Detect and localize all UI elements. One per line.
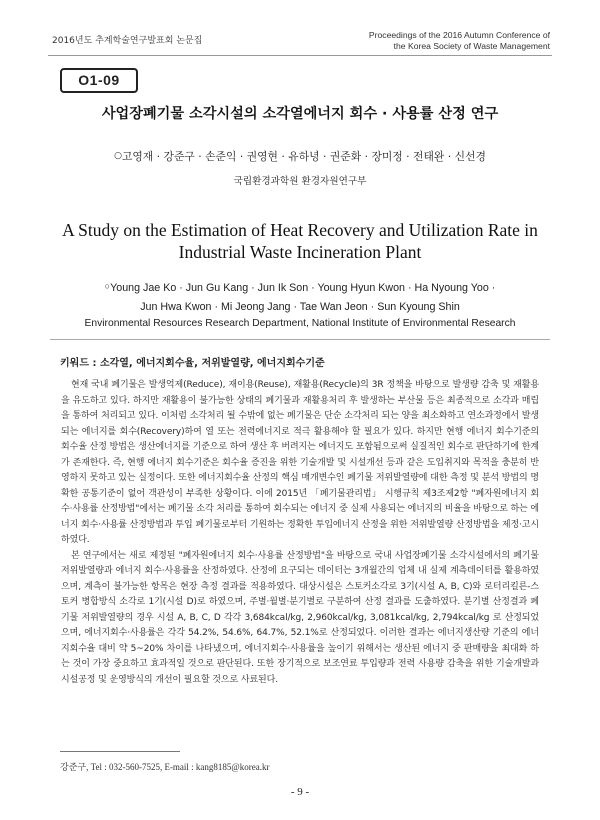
english-author-list-1: Young Jae Ko · Jun Gu Kang · Jun Ik Son · Young Hyun Kwon · Ha Nyoung Yoo · (110, 282, 496, 294)
footnote-divider (60, 751, 180, 752)
header-divider (48, 55, 552, 56)
korean-title: 사업장폐기물 소각시설의 소각열에너지 회수 · 사용률 산정 연구 (101, 106, 499, 122)
running-header-right-line2: the Korea Society of Waste Management (393, 41, 550, 51)
korean-affiliation: 국립환경과학원 환경자원연구부 (233, 176, 367, 187)
keywords: 키워드 : 소각열, 에너지회수율, 저위발열량, 에너지회수기준 (60, 358, 325, 369)
abstract-body (61, 378, 539, 688)
running-header-left: 2016년도 추계학술연구발표회 논문집 (52, 36, 203, 46)
corresponding-author-footnote: 강준구, Tel : 032-560-7525, E-mail : kang8185@korea.kr (60, 762, 270, 772)
abstract-paragraph-2: 본 연구에서는 새로 제정된 "폐자원에너지 회수·사용률 산정방법"을 바탕으로 국내 사업장폐기물 소각시설에서의 폐기물 저위발열량과 에너지 회수·사용률을 산정하였다. 산정에 요구되는 데이터는 3개월간의 업체 내 실제 계측데이터를 활용하였으며, 계측이 불가능한 항목은 현장 측정 결과를 적용하였다. 대상시설은 스토커소각로 3기(시설 A, B, C)와 로터리킬른-스토커 병합방식 소각로 1기(시설 D)로 하였으며, 주별·월별·분기별로 구분하여 산정 결과를 도출하였다. 분기별 산정결과 폐기물 저위발열량의 경우 시설 A, B, C, D 각각 3,684kcal/kg, 2,960kcal/kg, 3,081kcal/kg, 2,794kcal/kg 로 산정되었으며, 에너지회수·사용률은 각각 54.2%, 54.6%, 64.7%, 52.1%로 산정되었다. 이러한 결과는 에너지생산량 기준의 에너지회수율 대비 약 5~20% 차이를 나타냈으며, 에너지회수·사용률을 높이기 위해서는 생산된 에너지 중 판매량을 최대화 하는 것이 가장 중요하고 효과적일 것으로 판단된다. 또한 장기적으로 보조연료 투입량과 전력 사용량 감축을 위한 기술개발과 시설공정 및 운영방식의 개선이 필요할 것으로 사료된다. (61, 550, 539, 685)
running-header-right-line1: Proceedings of the 2016 Autumn Conference of (368, 30, 550, 40)
english-authors-line2: Jun Hwa Kwon · Mi Jeong Jang · Tae Wan Jeon · Sun Kyoung Shin (140, 300, 460, 313)
english-title (30, 219, 570, 263)
korean-authors (40, 149, 560, 164)
presenter-mark: ○ (114, 151, 122, 161)
english-authors-line1 (30, 277, 570, 298)
running-header-right (369, 30, 550, 52)
paper-id-badge: O1-09 (60, 68, 138, 93)
english-title-line2: Industrial Waste Incineration Plant (178, 242, 422, 262)
english-affiliation: Environmental Resources Research Department, National Institute of Environmental Research (84, 318, 516, 329)
korean-author-list: 고영재 · 강준구 · 손준익 · 권영현 · 유하녕 · 권준화 · 장미정 · 전태완 · 신선경 (121, 150, 486, 163)
english-authors (30, 277, 570, 316)
english-title-line1: A Study on the Estimation of Heat Recovery and Utilization Rate in (62, 220, 538, 240)
abstract-paragraph-1: 현재 국내 폐기물은 발생억제(Reduce), 재이용(Reuse), 재활용(Recycle)의 3R 정책을 바탕으로 발생량 감축 및 재활용을 유도하고 있다. 하지만 재활용이 불가능한 상태의 폐기물과 재활용처리 후 발생하는 부산물 등은 최종적으로 소각과 매립을 통하여 처리되고 있다. 이처럼 소각처리 될 수밖에 없는 폐기물은 단순 소각처리 되는 양을 최소화하고 연소과정에서 발생되는 에너지를 회수(Recovery)하여 열 또는 전력에너지로 적극 활용해야 할 필요가 있다. 하지만 현행 에너지 회수기준의 회수율 산정 방법은 생산에너지를 기준으로 하여 생산 후 버려지는 에너지도 포함됨으로써 실질적인 회수로 판단하기에 한계가 존재한다. 즉, 현행 에너지 회수기준은 회수율 증진을 위한 기술개발 및 시설개선 등과 같은 도입취지와 목적을 충분히 반영하지 못하고 있는 실정이다. 또한 에너지회수율 산정의 핵심 매개변수인 폐기물 저위발열량에 대한 측정 및 분석 방법의 명확한 공통기준이 없어 객관성이 부족한 상황이다. 이에 2015년 「폐기물관리법」 시행규칙 제3조제2항 "폐자원에너지 회수·사용률 산정방법"에서는 폐기물 소각 처리를 통하여 회수되는 에너지 중 실제 사용되는 에너지의 비율을 바탕으로 하는 에너지 회수·사용률 산정방법과 투입 폐기물로부터 기원하는 정확한 투입에너지 산정을 위한 저위발열량 산정방법을 제정·고시하였다. (61, 380, 539, 545)
page-number: - 9 - (290, 786, 310, 798)
presenter-mark-en: ○ (104, 281, 111, 291)
section-divider (50, 339, 550, 340)
